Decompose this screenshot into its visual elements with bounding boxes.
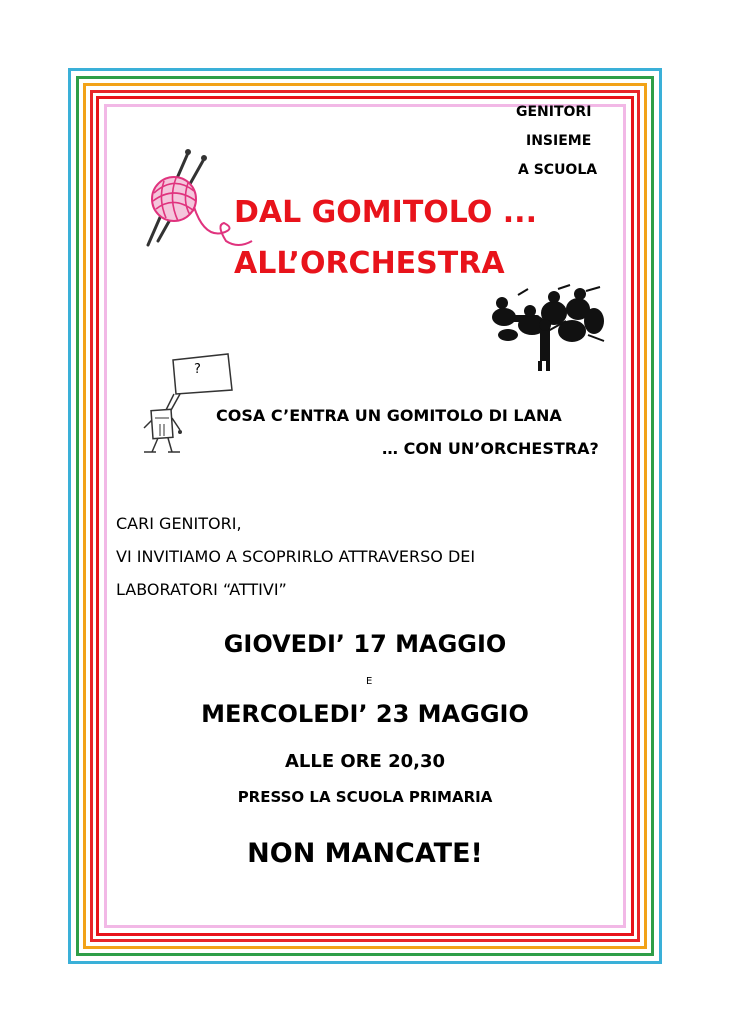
date-2: MERCOLEDI’ 23 MAGGIO bbox=[201, 700, 529, 728]
title-line-2: ALL’ORCHESTRA bbox=[234, 246, 505, 281]
corner-line-1: GENITORI bbox=[516, 104, 592, 120]
title-line-1: DAL GOMITOLO ... bbox=[234, 195, 537, 230]
question-line-1: COSA C’ENTRA UN GOMITOLO DI LANA bbox=[216, 406, 562, 425]
event-place: PRESSO LA SCUOLA PRIMARIA bbox=[237, 788, 493, 806]
question-line-2: … CON UN’ORCHESTRA? bbox=[382, 439, 599, 458]
sign-question-mark: ? bbox=[194, 362, 201, 377]
corner-line-3: A SCUOLA bbox=[518, 162, 598, 178]
greeting: CARI GENITORI, bbox=[116, 514, 242, 533]
body-line-1: VI INVITIAMO A SCOPRIRLO ATTRAVERSO DEI bbox=[116, 547, 476, 566]
date-1: GIOVEDI’ 17 MAGGIO bbox=[223, 630, 507, 658]
date-conjunction: E bbox=[366, 676, 373, 687]
orchestra-icon bbox=[488, 285, 608, 371]
closing-text: NON MANCATE! bbox=[247, 838, 483, 869]
event-time: ALLE ORE 20,30 bbox=[284, 751, 446, 772]
body-line-2: LABORATORI “ATTIVI” bbox=[116, 580, 287, 599]
question-sign-figure-icon bbox=[140, 352, 235, 457]
corner-line-2: INSIEME bbox=[526, 133, 592, 149]
